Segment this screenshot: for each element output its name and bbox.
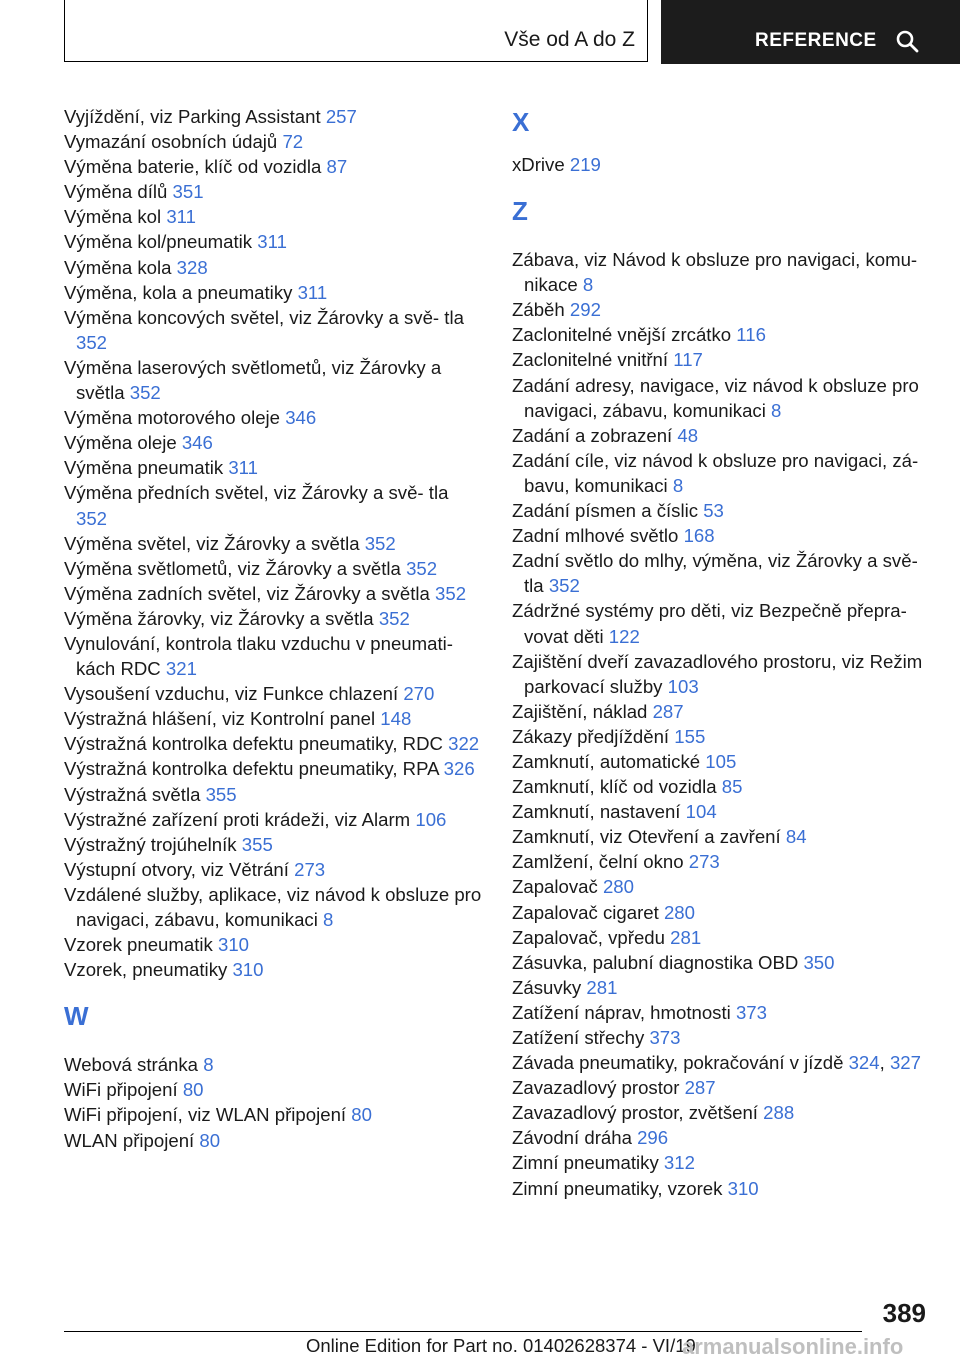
index-entry [512, 448, 932, 498]
entry-term: Zásuvka, palubní diagnostika OBD [512, 951, 799, 973]
section-title: Vše od A do Z [504, 28, 635, 51]
index-entry [64, 957, 484, 982]
letter-text: Z [512, 196, 528, 227]
page-link[interactable]: 48 [677, 424, 699, 446]
index-entry [512, 749, 932, 774]
index-entry [512, 598, 932, 648]
entry-term: Výměna zadních světel, viz Žárovky a světla [64, 582, 430, 604]
page-link[interactable]: 352 [406, 557, 438, 579]
index-entry [64, 531, 484, 556]
header-title-box [64, 0, 648, 62]
page-link[interactable]: 355 [205, 783, 237, 805]
index-entry [512, 247, 932, 297]
entry-term: Webová stránka [64, 1054, 199, 1076]
page-link[interactable]: 352 [435, 582, 467, 604]
entry-term: Vynulování, kontrola tlaku vzduchu v pneumati‐ kách RDC [64, 632, 453, 680]
entry-term: Výstražná kontrolka defektu pneumatiky, RDC [64, 733, 443, 755]
page-link[interactable]: 288 [763, 1102, 795, 1124]
entry-term: Zadání cíle, viz návod k obsluze pro navigaci, zá‐ bavu, komunikaci [512, 449, 919, 496]
entry-term: Výstražný trojúhelník [64, 833, 237, 855]
entry-term: Výměna, kola a pneumatiky [64, 281, 293, 303]
page-link[interactable]: 116 [736, 324, 766, 346]
entry-term: Zajištění dveří zavazadlového prostoru, viz Režim parkovací služby [512, 650, 923, 697]
index-entry [64, 405, 484, 430]
index-entry [64, 204, 484, 229]
index-entry [64, 1052, 484, 1077]
page-link[interactable]: 352 [76, 507, 108, 529]
page-link[interactable]: 155 [674, 725, 706, 747]
entry-term: Zapalovač, vpředu [512, 926, 665, 948]
index-entry: Závada pneumatiky, pokračování v jízdě 324, 327 [512, 1052, 921, 1074]
page-link[interactable]: 311 [257, 231, 287, 253]
index-entry [512, 649, 932, 699]
page-link[interactable]: 310 [218, 934, 250, 956]
page-link[interactable]: 355 [241, 833, 273, 855]
page-link[interactable]: 312 [663, 1152, 695, 1174]
page-link[interactable]: 373 [649, 1027, 681, 1048]
entry-term: Zaclonitelné vnitřní [512, 349, 669, 371]
index-entry [512, 724, 932, 749]
page-number: 389 [882, 1298, 926, 1328]
index-entry [512, 900, 932, 925]
entry-term: Zimní pneumatiky [512, 1152, 659, 1174]
page-link[interactable]: 257 [325, 106, 357, 127]
page-link[interactable]: 270 [403, 683, 435, 705]
entry-term: Zadání písmen a číslic [512, 500, 699, 522]
entry-term: Zatížení střechy [512, 1027, 645, 1048]
entry-term: Záběh [512, 299, 565, 321]
page-link[interactable]: 352 [548, 575, 580, 597]
index-entry [64, 154, 484, 179]
index-entry [512, 699, 932, 724]
index-entry [512, 975, 932, 1000]
index-entry [64, 631, 484, 681]
entry-term: Výstražná hlášení, viz Kontrolní panel [64, 708, 376, 730]
entry-term: Výměna kola [64, 256, 172, 278]
entry-term: Výměna kol [64, 206, 162, 228]
page-link[interactable]: 281 [670, 926, 702, 948]
page-link[interactable]: 311 [228, 457, 258, 479]
index-entry [512, 874, 932, 899]
index-entry [512, 152, 932, 177]
page-link[interactable]: 122 [608, 625, 640, 647]
page-link[interactable]: 352 [378, 607, 410, 629]
page-link[interactable]: 352 [76, 331, 108, 353]
entry-term: Výstupní otvory, viz Větrání [64, 858, 289, 880]
page-link[interactable]: 104 [685, 801, 717, 823]
entry-term: Zákazy předjíždění [512, 725, 670, 747]
page-link[interactable]: 87 [326, 156, 348, 178]
index-entry [64, 807, 484, 832]
entry-term: Závada pneumatiky, pokračování v jízdě [512, 1052, 844, 1074]
page-link[interactable]: 322 [448, 733, 480, 755]
index-entry [64, 706, 484, 731]
watermark-logo: armanualsonline.info [682, 1334, 904, 1359]
index-entry [512, 423, 932, 448]
entry-term: Zádržné systémy pro děti, viz Bezpečně přepra‐ vovat děti [512, 600, 907, 647]
page-link[interactable]: 287 [684, 1077, 716, 1099]
index-entry [64, 581, 484, 606]
page-link[interactable]: 148 [380, 708, 412, 730]
index-entry [64, 556, 484, 581]
index-entry [512, 1125, 932, 1150]
page-link[interactable]: 352 [364, 532, 396, 554]
entry-term: Výměna pneumatik [64, 457, 224, 479]
index-letter-heading [512, 104, 932, 144]
index-entry [512, 523, 932, 548]
index-entry [512, 925, 932, 950]
page-link[interactable]: 311 [297, 281, 328, 303]
entry-term: Zamknutí, viz Otevření a zavření [512, 826, 781, 848]
entry-term: Výstražná kontrolka defektu pneumatiky, RPA [64, 758, 439, 780]
index-entry [64, 681, 484, 706]
entry-term: Zatížení náprav, hmotnosti [512, 1001, 731, 1023]
entry-term: Výstražné zařízení proti krádeži, viz Alarm [64, 808, 411, 830]
index-entry [512, 950, 932, 975]
index-entry [64, 255, 484, 280]
page-link[interactable]: 346 [181, 432, 213, 454]
page-link[interactable]: 8 [672, 474, 684, 496]
index-entry [64, 129, 484, 154]
footer-edition: Online Edition for Part no. 01402628374 - VI/19 [306, 1335, 696, 1356]
page-link[interactable]: 351 [172, 181, 204, 203]
page-link[interactable]: 326 [443, 758, 475, 780]
index-entry [512, 799, 932, 824]
page-link[interactable]: 296 [637, 1127, 669, 1149]
page-link[interactable]: 72 [282, 131, 304, 153]
page-link[interactable]: 8 [203, 1054, 214, 1076]
entry-term: Zábava, viz Návod k obsluze pro navigaci, komu‐ nikace [512, 249, 918, 296]
entry-term: Vymazání osobních údajů [64, 131, 278, 153]
index-entry [64, 782, 484, 807]
entry-term: Zamknutí, automatické [512, 750, 701, 772]
index-entry [64, 1128, 484, 1153]
entry-term: xDrive [512, 154, 565, 175]
page-link[interactable]: 373 [735, 1001, 767, 1023]
entry-term: Vzorek pneumatik [64, 934, 213, 956]
index-entry [512, 322, 932, 347]
page-link[interactable]: 105 [705, 750, 737, 772]
entry-term: Zadání a zobrazení [512, 424, 673, 446]
index-entry [64, 606, 484, 631]
page-link[interactable]: 292 [569, 299, 601, 321]
entry-term: Zavazadlový prostor, zvětšení [512, 1102, 758, 1124]
entry-term: Zadání adresy, navigace, viz návod k obsluze pro navigaci, zábavu, komunikaci [512, 374, 919, 421]
entry-term: Výměna motorového oleje [64, 407, 281, 429]
page-link[interactable]: 310 [727, 1177, 759, 1199]
index-entry [512, 347, 932, 372]
page-link[interactable]: 273 [294, 858, 326, 880]
index-entry [512, 849, 932, 874]
page-link[interactable]: 287 [652, 700, 684, 722]
index-entry [64, 480, 484, 530]
reference-tab[interactable] [661, 0, 960, 64]
index-entry [64, 932, 484, 957]
index-entry [64, 882, 484, 932]
page-link[interactable]: 219 [569, 154, 601, 175]
index-entry [512, 1100, 932, 1125]
entry-term: Zamknutí, nastavení [512, 801, 681, 823]
index-entry [512, 548, 932, 598]
index-entry [64, 305, 484, 355]
entry-term: Výměna laserových světlometů, viz Žárovky a světla [64, 356, 442, 404]
entry-term: Závodní dráha [512, 1127, 632, 1149]
index-entry [64, 1077, 484, 1102]
index-entry [64, 229, 484, 254]
page-link[interactable]: 8 [323, 909, 334, 930]
page-link[interactable]: 327 [889, 1052, 921, 1074]
entry-term: Vzdálené služby, aplikace, viz návod k obsluze pro navigaci, zábavu, komunikaci [64, 883, 482, 930]
index-column-right [512, 104, 932, 1201]
index-entry [64, 430, 484, 455]
page-link[interactable]: 80 [351, 1104, 372, 1126]
footer-divider [64, 1331, 862, 1332]
entry-term: Výměna světel, viz Žárovky a světla [64, 532, 360, 554]
entry-term: Výměna baterie, klíč od vozidla [64, 156, 322, 178]
index-entry [64, 756, 484, 781]
page-link[interactable]: 168 [683, 525, 715, 547]
page-link[interactable]: 324 [848, 1052, 880, 1074]
entry-term: Vzorek, pneumatiky [64, 959, 228, 981]
entry-term: Zajištění, náklad [512, 700, 648, 722]
entry-term: Výměna kol/pneumatik [64, 231, 253, 253]
page-link[interactable]: 310 [232, 959, 264, 981]
index-letter-heading [64, 982, 484, 1044]
page-link[interactable]: 53 [703, 500, 724, 522]
entry-term: Výměna oleje [64, 432, 177, 454]
page-link[interactable]: 80 [199, 1129, 221, 1151]
entry-term: Zadní mlhové světlo [512, 525, 679, 547]
page-link[interactable]: 346 [285, 407, 317, 429]
index-entry [64, 857, 484, 882]
index-entry [64, 832, 484, 857]
index-entry [512, 1075, 932, 1100]
letter-text: W [64, 1001, 89, 1032]
index-entry [64, 455, 484, 480]
index-column-left [64, 104, 484, 1153]
index-entry [64, 1102, 484, 1127]
page-link[interactable]: 8 [582, 274, 594, 296]
entry-term: Výměna předních světel, viz Žárovky a svě‐ tla [64, 482, 449, 504]
index-entry [64, 731, 484, 756]
index-entry [64, 104, 484, 129]
entry-term: Výměna koncových světel, viz Žárovky a svě‐ tla [64, 306, 464, 328]
entry-term: WiFi připojení, viz WLAN připojení [64, 1104, 347, 1126]
page-link[interactable]: 352 [129, 382, 161, 404]
page-link[interactable]: 80 [182, 1079, 204, 1101]
entry-term: Zavazadlový prostor [512, 1077, 680, 1099]
entry-term: Výstražná světla [64, 783, 201, 805]
entry-term: Zimní pneumatiky, vzorek [512, 1177, 723, 1199]
entry-term: Zapalovač [512, 876, 598, 898]
index-letter-heading [512, 177, 932, 239]
entry-term: Výměna dílů [64, 181, 168, 203]
page-link[interactable]: 280 [602, 876, 634, 898]
entry-term: WLAN připojení [64, 1129, 195, 1151]
page-link[interactable]: 281 [586, 976, 618, 998]
index-entry [512, 774, 932, 799]
index-entry [512, 498, 932, 523]
entry-term: Výměna žárovky, viz Žárovky a světla [64, 607, 374, 629]
index-entry [512, 1000, 932, 1025]
entry-term: Zamknutí, klíč od vozidla [512, 776, 717, 798]
entry-term: Zapalovač cigaret [512, 901, 659, 923]
page-link[interactable]: 321 [165, 658, 197, 680]
index-entry [64, 280, 484, 305]
page-link[interactable]: 311 [166, 206, 196, 228]
page-link[interactable]: 273 [688, 851, 720, 873]
index-entry [512, 373, 932, 423]
page-link[interactable]: 85 [721, 776, 743, 798]
entry-term: Vyjíždění, viz Parking Assistant [64, 106, 321, 127]
entry-term: Zamlžení, čelní okno [512, 851, 684, 873]
index-entry [512, 297, 932, 322]
entry-term: WiFi připojení [64, 1079, 178, 1101]
reference-label: REFERENCE [755, 30, 877, 51]
page-link[interactable]: 84 [785, 826, 807, 848]
index-entry [64, 355, 484, 405]
letter-text: X [512, 107, 530, 137]
search-icon[interactable] [895, 29, 919, 53]
page-link[interactable]: 8 [771, 399, 782, 421]
index-entry [512, 1025, 932, 1050]
page-link[interactable]: 117 [673, 349, 703, 371]
entry-term: Výměna světlometů, viz Žárovky a světla [64, 557, 401, 579]
entry-term: Zadní světlo do mlhy, výměna, viz Žárovky a svě‐ tla [512, 550, 918, 597]
entry-term: Zaclonitelné vnější zrcátko [512, 324, 732, 346]
page-link[interactable]: 328 [176, 256, 208, 278]
index-entry [512, 1150, 932, 1175]
index-entry [64, 179, 484, 204]
index-entry [512, 824, 932, 849]
entry-term: Vysoušení vzduchu, viz Funkce chlazení [64, 683, 399, 705]
index-entry [512, 1176, 932, 1201]
page-link[interactable]: 280 [663, 901, 695, 923]
page-link[interactable]: 350 [803, 951, 835, 973]
page-link[interactable]: 106 [415, 808, 447, 830]
entry-term: Zásuvky [512, 976, 582, 998]
page-link[interactable]: 103 [667, 675, 699, 697]
